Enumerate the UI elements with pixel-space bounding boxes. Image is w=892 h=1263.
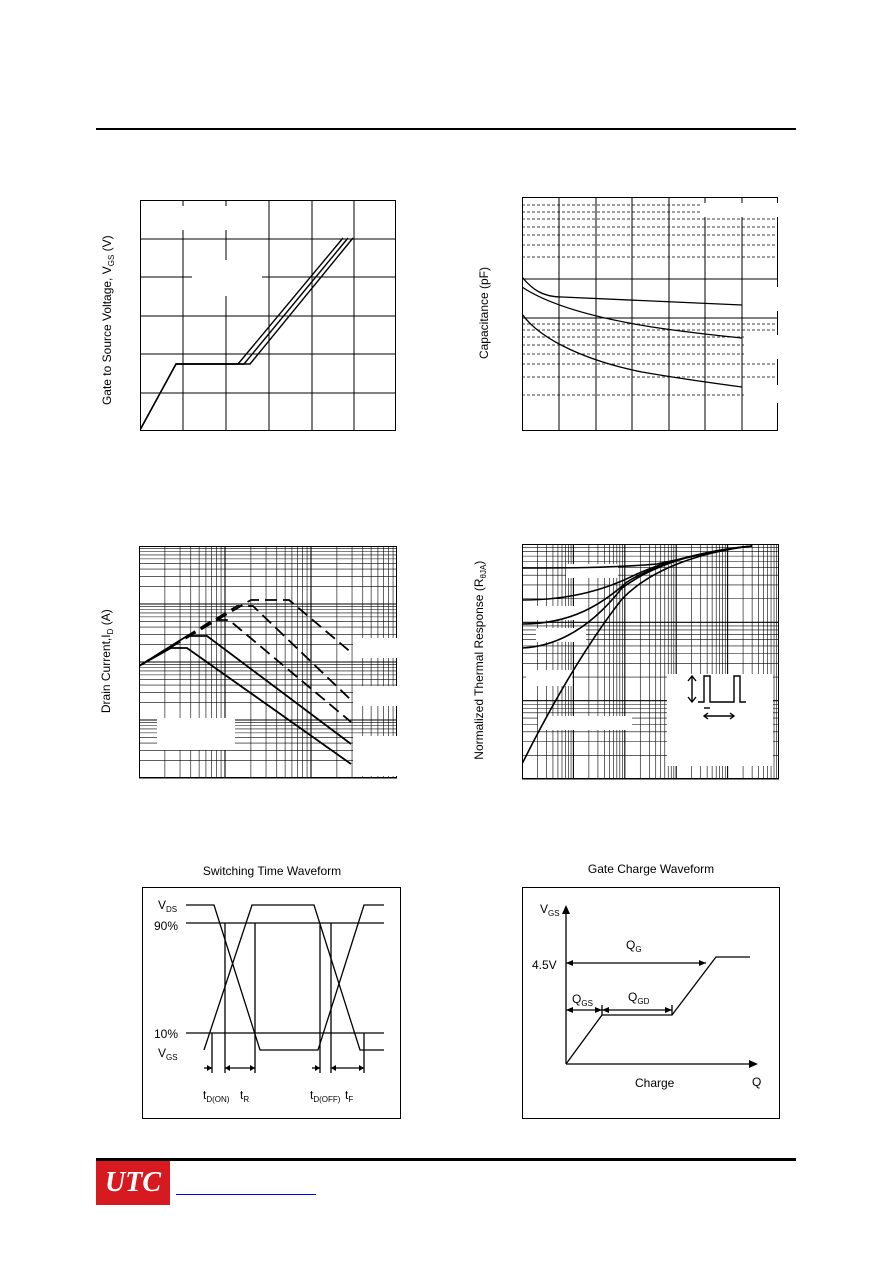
- switching-waveform: [142, 887, 402, 1120]
- switching-90-label: 90%: [154, 919, 179, 933]
- switching-tf-label: $t_F$: [345, 1088, 354, 1104]
- gc-q-label: Q: [752, 1075, 762, 1089]
- switching-vds-label: $V_{DS}$: [158, 898, 178, 914]
- thermal-ylabel: Normalized Thermal Response $(R_{\theta JA})$: [471, 560, 489, 760]
- switching-vgs-label: $V_{GS}$: [158, 1046, 178, 1062]
- gc-charge-label: Charge: [635, 1076, 675, 1090]
- gc-45v-label: 4.5V: [532, 958, 557, 972]
- switching-waveform-title: Switching Time Waveform: [202, 864, 342, 878]
- gc-qgd-label: $Q_{GD}$: [628, 990, 650, 1006]
- gate-charge-chart: [140, 200, 397, 432]
- switching-10-label: 10%: [154, 1027, 179, 1041]
- gc-vgs-label: $V_{GS}$: [540, 902, 560, 918]
- website-link-underline[interactable]: [176, 1194, 316, 1195]
- soa-chart: [139, 546, 398, 779]
- gc-qg-label: $Q_G$: [626, 938, 642, 954]
- soa-ylabel: Drain $Current,I_D$ (A): [98, 609, 116, 714]
- thermal-chart: [522, 544, 780, 780]
- footer-rule: [96, 1158, 796, 1161]
- capacitance-ylabel: Capacitance (pF): [477, 266, 491, 360]
- gate-charge-waveform-title: Gate Charge Waveform: [587, 862, 715, 876]
- gate-charge-waveform: [522, 887, 781, 1120]
- gc-qgs-label: $Q_{GS}$: [572, 992, 593, 1008]
- gate-charge-ylabel: Gate to Source Voltage, $V_{GS}$ (V): [99, 235, 117, 406]
- capacitance-chart: [522, 197, 779, 432]
- switching-tr-label: $t_R$: [240, 1088, 250, 1104]
- switching-tdon-label: $t_{D(ON)}$: [203, 1088, 230, 1104]
- utc-logo: UTC: [96, 1161, 170, 1205]
- switching-tdoff-label: $t_{D(OFF)}$: [310, 1088, 341, 1104]
- header-rule: [96, 128, 796, 130]
